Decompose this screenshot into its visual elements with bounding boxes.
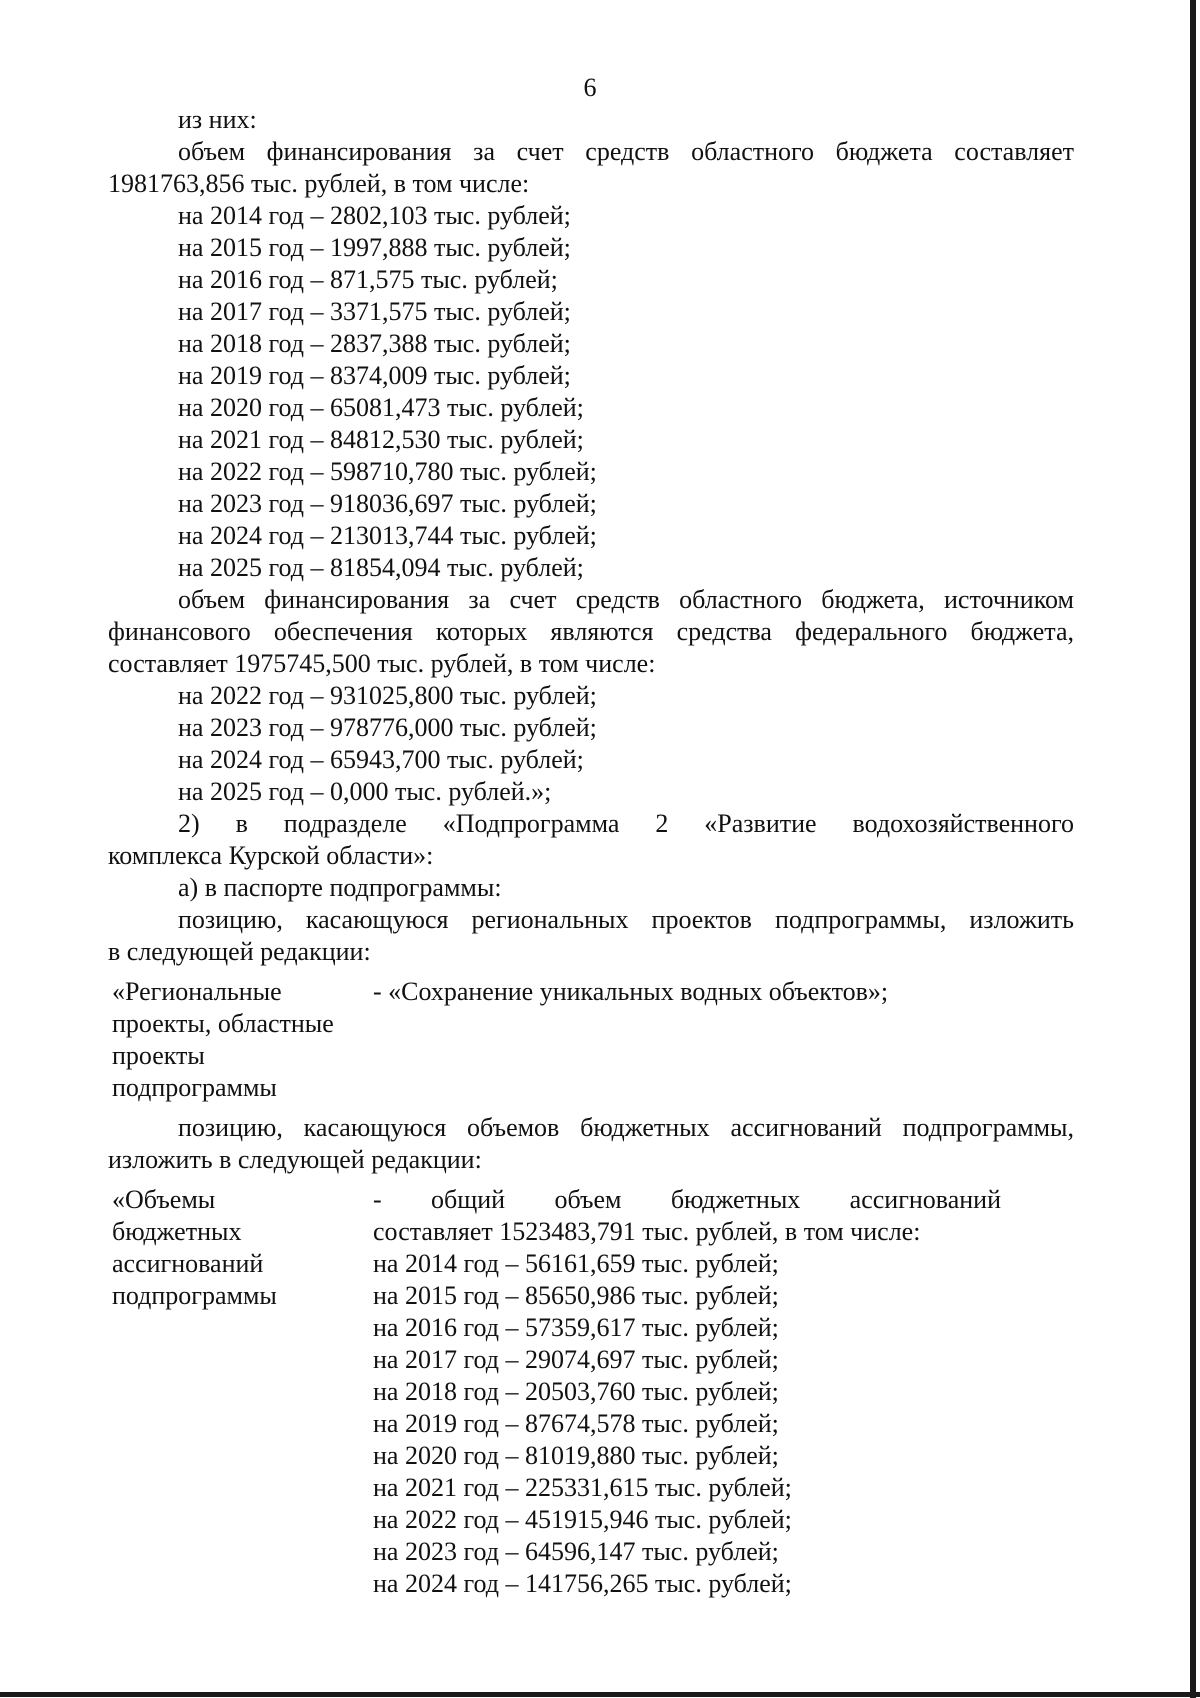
list-item: на 2024 год – 65943,700 тыс. рублей;: [178, 745, 584, 774]
table1-label-line: «Региональные: [112, 977, 282, 1006]
list-item: на 2022 год – 598710,780 тыс. рублей;: [178, 457, 597, 486]
table1-label: [112, 976, 362, 1104]
page-border-bottom: [0, 1692, 1200, 1697]
text-line: из них:: [178, 105, 257, 134]
table2-value-line: составляет 1523483,791 тыс. рублей, в том числе:: [373, 1217, 921, 1246]
list-item: на 2023 год – 918036,697 тыс. рублей;: [178, 489, 597, 518]
page-number: 6: [583, 73, 597, 102]
text-line: а) в паспорте подпрограммы:: [178, 873, 502, 902]
text-line: составляет 1975745,500 тыс. рублей, в том числе:: [108, 649, 656, 678]
table2-value-line: на 2020 год – 81019,880 тыс. рублей;: [373, 1441, 779, 1470]
text-line: комплекса Курской области»:: [108, 841, 434, 870]
list-item: на 2020 год – 65081,473 тыс. рублей;: [178, 393, 584, 422]
list-item: на 2015 год – 1997,888 тыс. рублей;: [178, 233, 571, 262]
table2-value-line: на 2019 год – 87674,578 тыс. рублей;: [373, 1409, 779, 1438]
table2-value-line: на 2018 год – 20503,760 тыс. рублей;: [373, 1377, 779, 1406]
page-border-right: [1190, 0, 1196, 1698]
table2-value-line: на 2017 год – 29074,697 тыс. рублей;: [373, 1345, 779, 1374]
list-item: на 2018 год – 2837,388 тыс. рублей;: [178, 329, 571, 358]
list-item: на 2025 год – 81854,094 тыс. рублей;: [178, 553, 584, 582]
table2-value-line: на 2024 год – 141756,265 тыс. рублей;: [373, 1569, 792, 1598]
paragraph-budget-allocations: позицию, касающуюся объемов бюджетных ассигнований подпрограммы,: [178, 1113, 1074, 1142]
text-line: изложить в следующей редакции:: [108, 1145, 482, 1174]
table2-label-line: подпрограммы: [112, 1281, 277, 1310]
paragraph-regional-budget: объем финансирования за счет средств областного бюджета составляет: [178, 137, 1074, 166]
table2-value-line: на 2022 год – 451915,946 тыс. рублей;: [373, 1505, 792, 1534]
list-item: на 2024 год – 213013,744 тыс. рублей;: [178, 521, 597, 550]
table2-label-line: бюджетных: [112, 1217, 242, 1246]
table2-value-line: на 2015 год – 85650,986 тыс. рублей;: [373, 1281, 779, 1310]
text-line: в следующей редакции:: [108, 937, 371, 966]
list-item: на 2023 год – 978776,000 тыс. рублей;: [178, 713, 597, 742]
paragraph-subsection: 2) в подразделе «Подпрограмма 2 «Развитие водохозяйственного: [178, 809, 1074, 838]
table2-value-first: - общий объем бюджетных ассигнований: [373, 1185, 1001, 1214]
table2-value-line: на 2016 год – 57359,617 тыс. рублей;: [373, 1313, 779, 1342]
list-item: на 2014 год – 2802,103 тыс. рублей;: [178, 201, 571, 230]
table2-label-line: «Объемы: [112, 1185, 216, 1214]
list-item: на 2016 год – 871,575 тыс. рублей;: [178, 265, 558, 294]
table2-value-line: на 2014 год – 56161,659 тыс. рублей;: [373, 1249, 779, 1278]
list-item: на 2021 год – 84812,530 тыс. рублей;: [178, 425, 584, 454]
text-line: 1981763,856 тыс. рублей, в том числе:: [108, 169, 530, 198]
table1-label-line: проекты, областные: [112, 1009, 334, 1038]
paragraph-federal-budget: объем финансирования за счет средств областного бюджета, источником: [178, 585, 1074, 614]
paragraph-line: финансового обеспечения которых являются средства федерального бюджета,: [108, 617, 1074, 646]
table1-value: - «Сохранение уникальных водных объектов»;: [373, 977, 889, 1006]
table2-value-line: на 2023 год – 64596,147 тыс. рублей;: [373, 1537, 779, 1566]
paragraph-regional-projects: позицию, касающуюся региональных проектов подпрограммы, изложить: [178, 905, 1074, 934]
list-item: на 2017 год – 3371,575 тыс. рублей;: [178, 297, 571, 326]
table1-label-line: подпрограммы: [112, 1073, 277, 1102]
list-item: на 2019 год – 8374,009 тыс. рублей;: [178, 361, 571, 390]
table2-label-line: ассигнований: [112, 1249, 264, 1278]
table2-value-line: на 2021 год – 225331,615 тыс. рублей;: [373, 1473, 792, 1502]
list-item: на 2022 год – 931025,800 тыс. рублей;: [178, 681, 597, 710]
table2-label: [112, 1184, 362, 1312]
table1-label-line: проекты: [112, 1041, 205, 1070]
list-item: на 2025 год – 0,000 тыс. рублей.»;: [178, 777, 552, 806]
